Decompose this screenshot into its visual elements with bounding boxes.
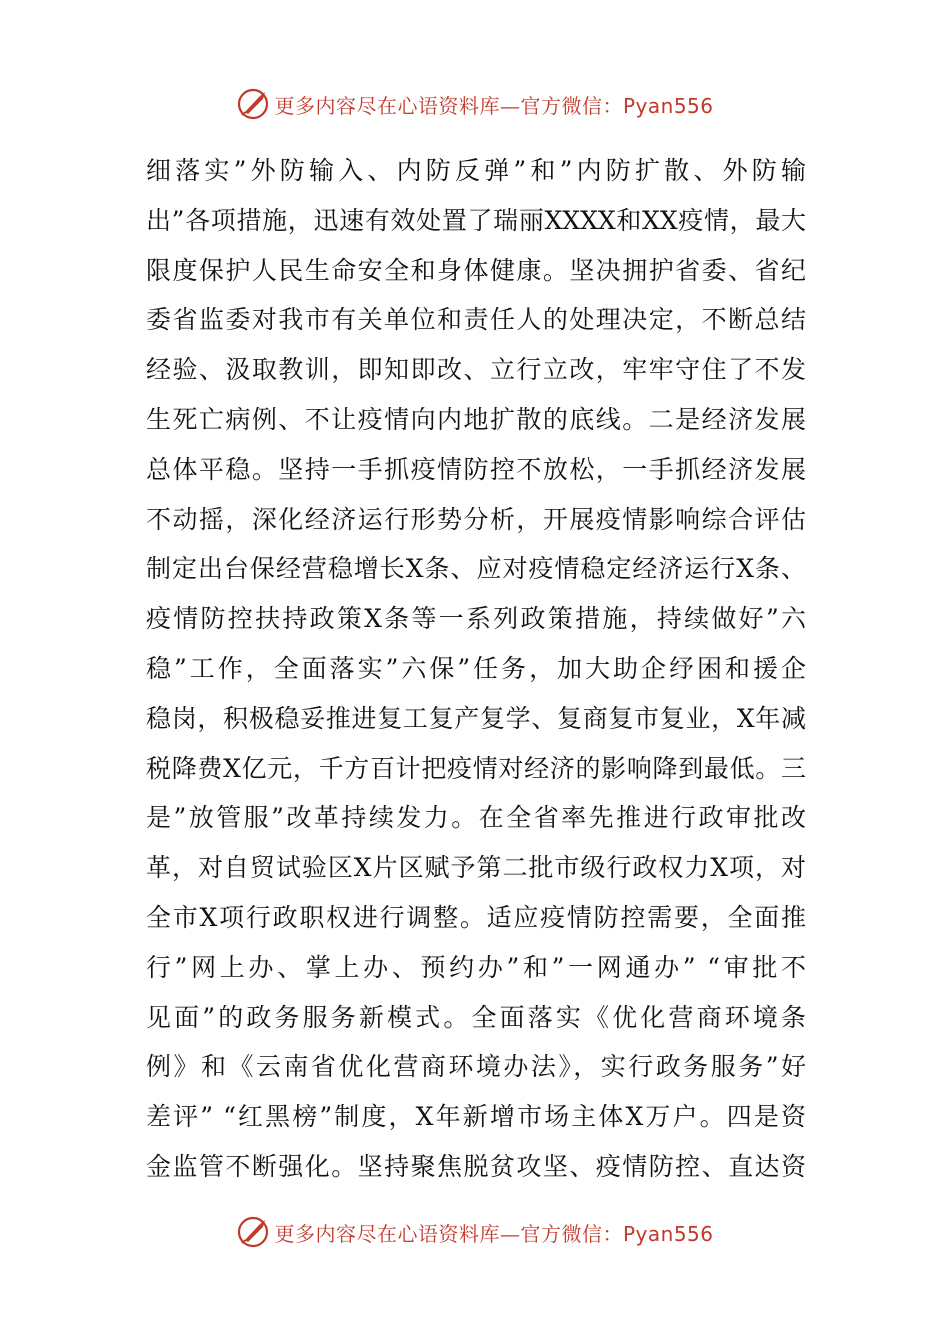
text-line [146,594,806,644]
text-line-content: 出”各项措施，迅速有效处置了瑞丽XXXX和XX疫情，最大 [146,205,806,235]
text-line-content: 稳岗，积极稳妥推进复工复产复学、复商复市复业，X年减 [146,703,806,733]
text-line [146,893,806,943]
footer-banner [0,1212,950,1252]
text-line-content: 革，对自贸试验区X片区赋予第二批市级行政权力X项，对 [146,853,806,883]
banner-wechat-id: Pyan556 [622,1221,714,1246]
text-line [146,246,806,296]
text-line-content: 稳”工作，全面落实”六保”任务，加大助企纾困和援企 [146,653,806,683]
text-line-content: 不动摇，深化经济运行形势分析，开展疫情影响综合评估 [146,504,806,534]
text-line-content: 例》和《云南省优化营商环境办法》，实行政务服务”好 [146,1052,806,1082]
text-line [146,694,806,744]
header-banner-text [274,90,713,119]
footer-banner-text [274,1218,713,1247]
text-line-content: 细落实”外防输入、内防反弹”和”内防扩散、外防输 [146,156,806,185]
text-line-content: 全市X项行政职权进行调整。适应疫情防控需要，全面推 [146,902,806,932]
text-line [146,196,806,246]
text-line-content: 行”网上办、掌上办、预约办”和”一网通办” “审批不 [146,952,806,982]
quill-pen-logo-icon [236,1215,270,1249]
text-line-content: 金监管不断强化。坚持聚焦脱贫攻坚、疫情防控、直达资 [146,1151,806,1181]
banner-text: 更多内容尽在心语资料库—官方微信： [274,1221,623,1246]
header-banner [0,84,950,124]
text-line-content: 限度保护人民生命安全和身体健康。坚决拥护省委、省纪 [146,255,806,285]
text-line [146,1142,806,1192]
text-line [146,644,806,694]
text-line [146,295,806,345]
text-line [146,1092,806,1142]
quill-pen-logo-icon [236,87,270,121]
text-line [146,395,806,445]
document-body [146,146,806,1192]
text-line [146,146,806,196]
text-line [146,843,806,893]
text-line [146,445,806,495]
text-line-content: 差评” “红黑榜”制度，X年新增市场主体X万户。四是资 [146,1102,806,1132]
text-line-content: 委省监委对我市有关单位和责任人的处理决定，不断总结 [146,305,806,335]
text-line [146,744,806,794]
banner-wechat-id: Pyan556 [622,93,714,118]
text-line-content: 制定出台保经营稳增长X条、应对疫情稳定经济运行X条、 [146,554,806,584]
text-line [146,993,806,1043]
text-line [146,544,806,594]
text-line [146,345,806,395]
text-line-content: 税降费X亿元，千方百计把疫情对经济的影响降到最低。三 [146,753,806,783]
text-line [146,495,806,545]
text-line-content: 见面”的政务服务新模式。全面落实《优化营商环境条 [146,1002,806,1032]
banner-text: 更多内容尽在心语资料库—官方微信： [274,93,623,118]
text-line-content: 生死亡病例、不让疫情向内地扩散的底线。二是经济发展 [146,404,806,434]
text-line-content: 总体平稳。坚持一手抓疫情防控不放松，一手抓经济发展 [146,454,806,484]
text-line-content: 经验、汲取教训，即知即改、立行立改，牢牢守住了不发 [146,355,806,385]
text-line-content: 疫情防控扶持政策X条等一系列政策措施，持续做好”六 [146,604,806,634]
text-line [146,793,806,843]
text-line [146,1042,806,1092]
text-line-content: 是”放管服”改革持续发力。在全省率先推进行政审批改 [146,803,806,833]
text-line [146,943,806,993]
